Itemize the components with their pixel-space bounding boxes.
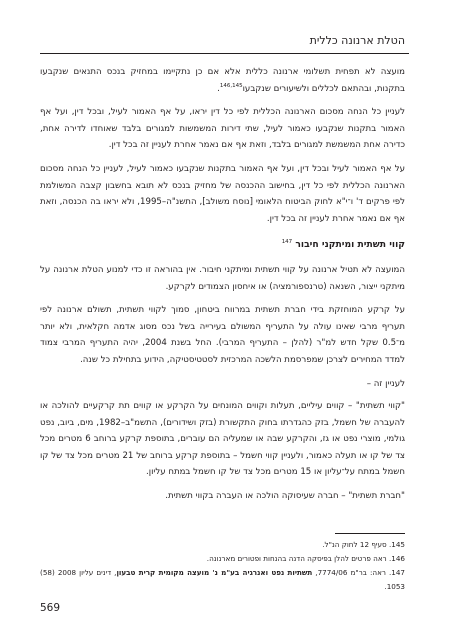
paragraph-merged-apartments: לעניין כל הנחה מסכום הארנונה הכללית לפי כל דין יראו, על אף האמור לעיל, ובכל דין, ועל אף האמור בתקנות שנקבעו כאמור לעיל, שתי דירות המשמשות למגורים בלבד שאוחדו לדירה אחת, כדירה אחת המשמשת למגורים בלבד, וזאת אף אם נאמר אחרת לעניין זה בכל דין. (40, 107, 405, 151)
paragraph-reduction-conditions (40, 64, 405, 97)
footnote-rule (335, 533, 405, 534)
paragraph-safety-margin-rate: על קרקע המוחזקת בידי חברת תשתית במרווח ביטחון, סמוך לקווי תשתית, תשולם ארנונה לפי תעריף מרבי שאינו עולה על התעריף המשולם בעירייה בשל נכס מסוג אדמה חקלאית, ולא יותר מ־0.5 שקל חדש למ"ר (להלן – התעריף המרבי). החל בשנת 2004, יהיה התעריף המרבי צמוד למדד המחירים לצרכן שמפרסמת הלשכה המרכזית לסטטיסטיקה, הידוע בתחילת כל שנה. (40, 305, 405, 365)
section-heading-text: קווי תשתית ומיתקני חיבור (295, 239, 405, 251)
paragraph-allowance-income: על אף האמור לעיל ובכל דין, ועל אף האמור בתקנות שנקבעו כאמור לעיל, לעניין כל הנחה מסכום הארנונה הכללית לפי כל דין, בחישוב ההכנסה של מחזיק בנכס לא תובא בחשבון קצבה המשולמת לפי פרקים ד' ו־י"א לחוק הביטוח הלאומי [נוסח משולב], התשנ"ה–1995, ולא יראו בה הכנסה, וזאת אף אם נאמר אחרת לעניין זה בכל דין. (40, 163, 405, 224)
paragraph-definition-infrastructure-company: "חברת תשתית" – חברה שעיסוקה הולכה או העברה בקווי תשתית. (165, 491, 405, 502)
footnote-ref: 147 (281, 239, 293, 246)
footnote-147-case-name: תשתיות נפט ואנרגיה בע"מ נ' מועצה מקומית קרית טבעון (116, 568, 313, 577)
footnote-147 (40, 566, 405, 594)
running-header: הטלת ארנונה כללית (309, 34, 405, 47)
footnote-ref: 146,145 (219, 82, 243, 89)
footnotes (40, 533, 405, 594)
page-number: 569 (40, 602, 61, 614)
section-heading (40, 237, 405, 254)
paragraph-definition-infrastructure-lines: "קווי תשתית" – קווים עיליים, תעלות וקווים המונחים על הקרקע או קווים תת קרקעיים להולכה או להעברה של חשמל, בזק כהגדרתו בחוק התקשורת (בזק ושידורים), התשמ"ב–1982, מים, ביוב, נפט גולמי, מוצרי נפט או גז, והקרקע שבה או שמעליה הם עוברים, בתוספת קרקע ברוחב 6 מטרים מכל צד של קו או תעלה כאמור, ולעניין קווי חשמל – בתוספת קרקע ברוחב של 21 מטרים מכל צד של קו חשמל במתח על־עליון או 15 מטרים מכל צד של קו חשמל במתח עליון. (40, 401, 406, 478)
paragraph-text-end: . (217, 83, 220, 94)
footnote-147-citation: , דינים עליון 2008 (58) 1053. (40, 568, 405, 591)
footnote-147-text: 147. ראה: בר"מ 7774/06, (312, 568, 405, 577)
paragraph-definitions-intro: לעניין זה – (366, 378, 405, 389)
footnote-145: 145. סעיף 12 לחוק הנ"ל. (322, 540, 405, 549)
footnote-146: 146. ראה פרטים להלן בפיסקה הדנה בהנחות ופטורים מארנונה. (206, 554, 405, 563)
paragraph-infrastructure-exemption: המועצה לא תטיל ארנונה על קווי תשתית ומיתקני חיבור. אין בהוראה זו כדי למנוע הטלת ארנונה על מיתקני ייצור, השנאה (טרנספורמציה) או איחסון הצמודים לקרקע. (40, 264, 405, 292)
body-text (40, 64, 405, 512)
paragraph-text: מועצה לא תפחית תשלומי ארנונה כללית אלא אם כן נתקיימו במחזיק בנכס התנאים שנקבעו בתקנות, ובהתאם לכללים ולשיעורים שנקבעו (40, 67, 405, 94)
header-rule (40, 53, 409, 54)
